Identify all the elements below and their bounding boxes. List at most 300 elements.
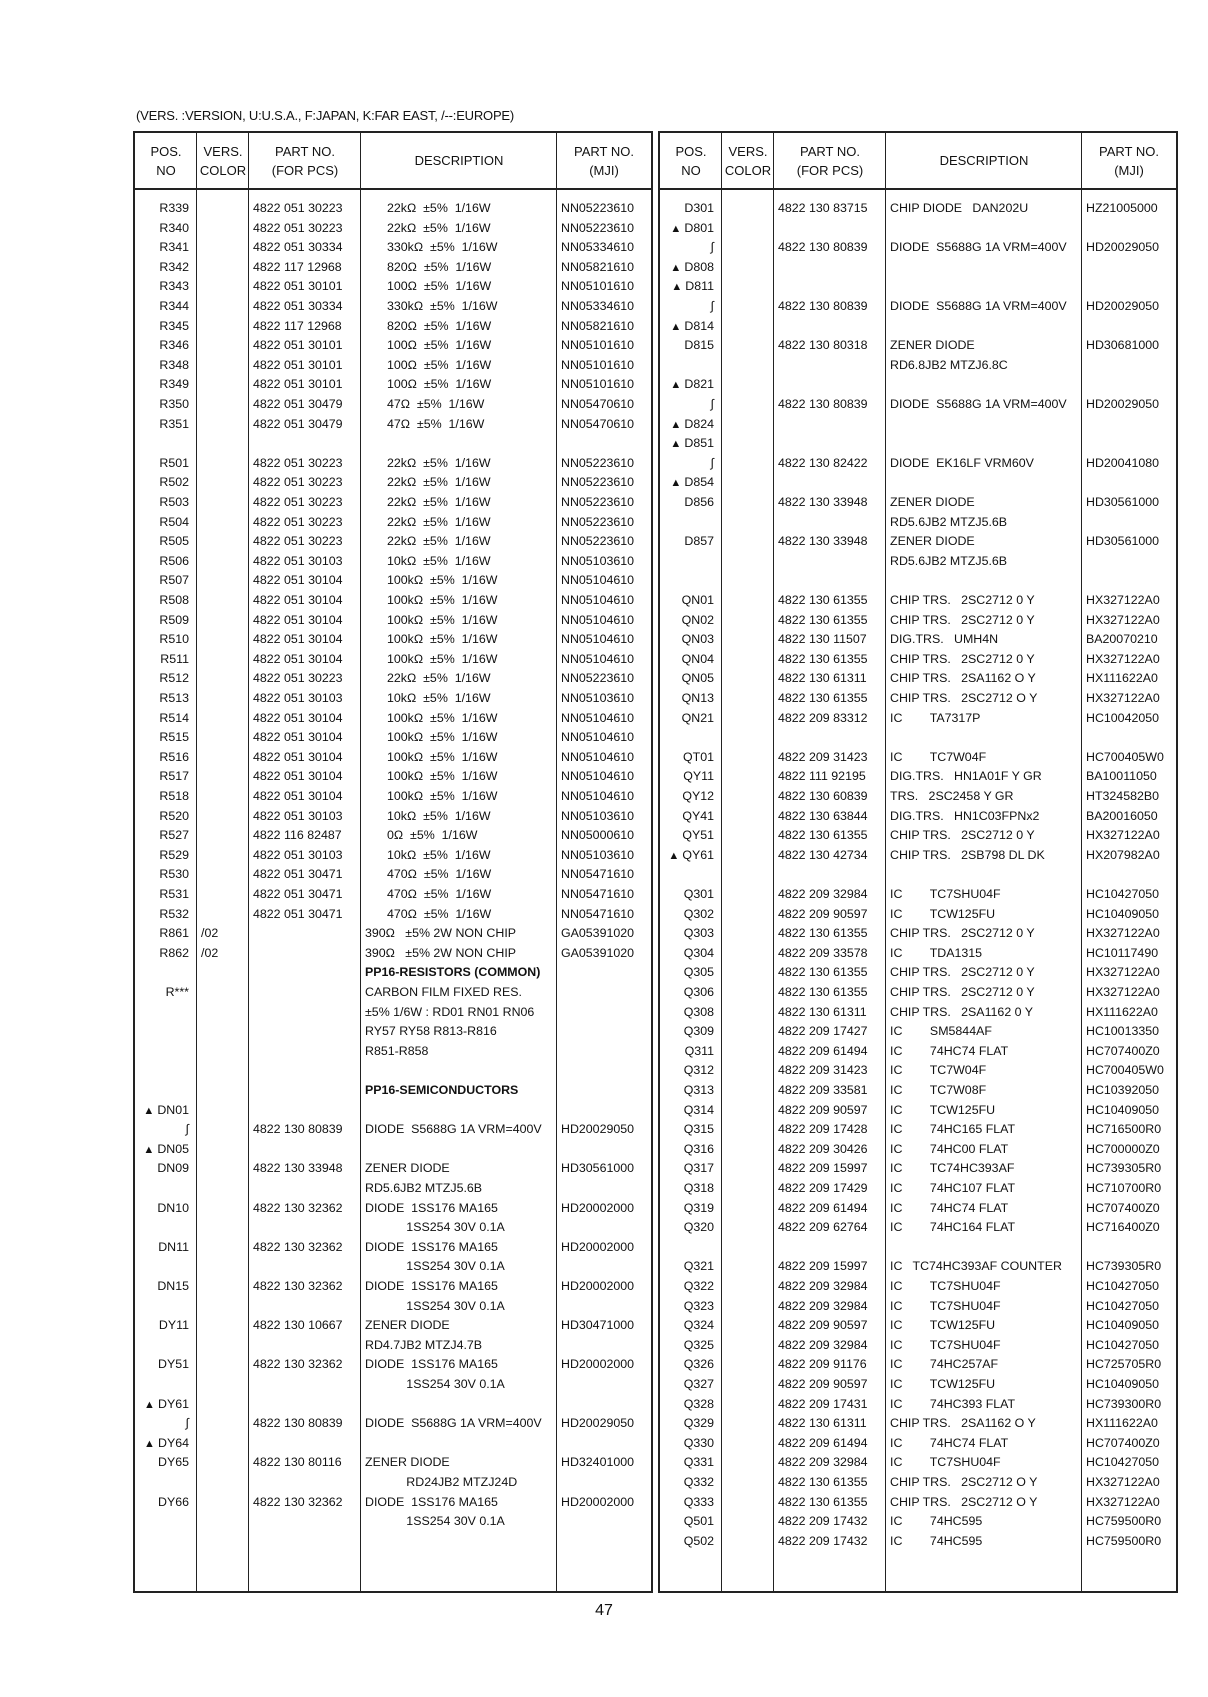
- table-row: [135, 1042, 651, 1062]
- vers-cell: [726, 336, 770, 356]
- pcs-cell: 4822 130 32362: [253, 1494, 343, 1509]
- pcs-cell: 4822 130 60839: [778, 789, 868, 803]
- safety-warning-icon: ▲: [143, 1104, 158, 1117]
- pos-no-text: R531: [159, 887, 189, 901]
- desc-cell: 100kΩ ±5% 1/16W: [387, 651, 498, 666]
- mji-cell: NN05334610: [561, 240, 635, 255]
- safety-warning-icon: ▲: [670, 320, 685, 333]
- mji-cell: HC716500R0: [1086, 1122, 1162, 1137]
- pos-no-text: R502: [159, 475, 189, 490]
- table-row: [135, 356, 651, 376]
- mji-cell: NN05223610: [561, 514, 635, 529]
- vers-cell: [726, 924, 770, 944]
- vers-cell: [726, 1199, 770, 1219]
- table-row: [135, 199, 651, 219]
- vers-cell: [201, 1434, 245, 1454]
- pos-no-cell: [660, 1434, 714, 1454]
- pos-no-cell: [660, 317, 714, 337]
- desc-cell: IC TC7W04F: [890, 749, 987, 764]
- pcs-cell: 4822 209 17431: [778, 1396, 868, 1411]
- desc-cell: ZENER DIODE: [890, 495, 975, 509]
- vers-cell: [201, 807, 245, 827]
- table-row: [660, 395, 1176, 415]
- pos-no-cell: [135, 375, 189, 395]
- pcs-cell: 4822 051 30223: [253, 455, 343, 470]
- desc-cell: DIG.TRS. HN1C03FPNx2: [890, 808, 1040, 823]
- pos-no-text: Q302: [683, 906, 714, 921]
- vers-cell: [726, 650, 770, 670]
- table-row: [135, 1081, 651, 1101]
- pcs-cell: 4822 051 30479: [253, 397, 343, 411]
- pcs-cell: 4822 209 32984: [778, 1455, 868, 1470]
- table-row: [660, 1179, 1176, 1199]
- pcs-cell: [253, 1473, 357, 1493]
- desc-cell: 470Ω ±5% 1/16W: [387, 887, 492, 901]
- pos-no-cell: [135, 513, 189, 533]
- pos-no-cell: [660, 1336, 714, 1356]
- vers-cell: [726, 1022, 770, 1042]
- table-row: [135, 375, 651, 395]
- mji-cell: NN05471610: [561, 906, 635, 921]
- pos-no-cell: [660, 1493, 714, 1513]
- desc-cell: IC 74HC74 FLAT: [890, 1435, 1009, 1450]
- table-row: [660, 434, 1176, 454]
- pcs-cell: 4822 209 61494: [778, 1043, 868, 1058]
- table-row: [660, 748, 1176, 768]
- table-row: [135, 1395, 651, 1415]
- pos-no-cell: [660, 865, 714, 885]
- table-row: [135, 571, 651, 591]
- table-row: [660, 1042, 1176, 1062]
- mji-cell: BA10011050: [1086, 769, 1157, 784]
- pcs-cell: 4822 051 30103: [253, 808, 343, 823]
- pcs-cell: [778, 258, 882, 278]
- pcs-cell: 4822 116 82487: [253, 828, 342, 843]
- pos-no-text: R517: [159, 769, 189, 784]
- table-row: [660, 669, 1176, 689]
- mji-cell: NN05104610: [561, 749, 635, 764]
- pos-no-cell: [135, 1179, 189, 1199]
- vers-cell: [726, 1120, 770, 1140]
- desc-cell: 100kΩ ±5% 1/16W: [387, 730, 498, 745]
- mji-cell: NN05821610: [561, 259, 635, 274]
- mji-cell: [1086, 473, 1172, 493]
- vers-cell: [201, 709, 245, 729]
- mji-cell: HD20002000: [561, 1494, 635, 1509]
- pcs-cell: 4822 209 33578: [778, 945, 868, 960]
- pos-no-cell: [660, 963, 714, 983]
- vers-cell: [726, 591, 770, 611]
- pos-no-cell: [660, 454, 714, 474]
- vers-cell: [726, 473, 770, 493]
- safety-warning-icon: ▲: [670, 379, 685, 392]
- mji-cell: NN05223610: [561, 671, 635, 686]
- pos-no-cell: [660, 1101, 714, 1121]
- mji-cell: HX207982A0: [1086, 847, 1160, 862]
- vers-cell: [201, 1120, 245, 1140]
- vers-cell: [201, 552, 245, 572]
- pos-no-text: QN03: [681, 632, 714, 647]
- pos-no-text: R518: [159, 789, 189, 803]
- pos-no-cell: [660, 1061, 714, 1081]
- mji-cell: HC739305R0: [1086, 1259, 1162, 1274]
- pos-no-text: Q324: [683, 1318, 714, 1333]
- pos-no-cell: [135, 1414, 189, 1434]
- pos-no-cell: [135, 1297, 189, 1317]
- pos-no-text: Q316: [683, 1141, 714, 1156]
- mji-cell: NN05101610: [561, 377, 635, 392]
- header-pos-no: POS. NO: [150, 143, 182, 178]
- mji-cell: HD20029050: [1086, 299, 1160, 313]
- pcs-cell: [253, 1395, 357, 1415]
- mji-cell: HX327122A0: [1086, 651, 1160, 666]
- pos-no-cell: [135, 1257, 189, 1277]
- desc-cell: DIODE 1SS176 MA165: [365, 1279, 498, 1293]
- vers-cell: [201, 375, 245, 395]
- desc-cell: DIODE EK16LF VRM60V: [890, 455, 1034, 470]
- pos-no-cell: [135, 591, 189, 611]
- table-row: [135, 1101, 651, 1121]
- pos-no-cell: [660, 493, 714, 513]
- desc-cell: 10kΩ ±5% 1/16W: [387, 691, 491, 705]
- mji-cell: HC716400Z0: [1086, 1220, 1160, 1235]
- mji-cell: HX327122A0: [1086, 985, 1160, 999]
- vers-cell: [201, 885, 245, 905]
- pos-no-cell: [135, 1140, 189, 1160]
- mji-cell: [561, 1257, 647, 1277]
- desc-cell: ZENER DIODE: [890, 534, 975, 549]
- table-row: [135, 415, 651, 435]
- pos-no-text: R344: [159, 299, 189, 313]
- pos-no-text: Q501: [683, 1514, 714, 1529]
- table-row: [660, 1336, 1176, 1356]
- pos-no-text: R503: [159, 495, 189, 509]
- pos-no-text: R861: [159, 926, 189, 941]
- vers-cell: [726, 1336, 770, 1356]
- vers-cell: [726, 1159, 770, 1179]
- pcs-cell: 4822 117 12968: [253, 318, 342, 333]
- pcs-cell: 4822 130 32362: [253, 1279, 343, 1293]
- pos-no-cell: [135, 826, 189, 846]
- mji-cell: NN05101610: [561, 357, 635, 372]
- pcs-cell: [253, 1081, 357, 1101]
- table-row: [135, 826, 651, 846]
- table-row: [660, 1257, 1176, 1277]
- vers-cell: /02: [201, 945, 219, 960]
- pcs-cell: 4822 209 61494: [778, 1435, 868, 1450]
- table-row: [660, 238, 1176, 258]
- mji-cell: NN05104610: [561, 789, 635, 803]
- pos-no-cell: [135, 1003, 189, 1023]
- pcs-cell: [778, 513, 882, 533]
- desc-cell: CHIP TRS. 2SB798 DL DK: [890, 847, 1045, 862]
- vers-cell: [201, 1493, 245, 1513]
- pos-no-cell: [135, 1159, 189, 1179]
- pos-no-text: Q309: [683, 1024, 714, 1039]
- pos-no-cell: [135, 767, 189, 787]
- mji-cell: [561, 1218, 647, 1238]
- pcs-cell: 4822 051 30471: [253, 867, 343, 882]
- table-row: [660, 199, 1176, 219]
- pos-no-text: R532: [159, 906, 189, 921]
- vers-cell: [201, 473, 245, 493]
- table-row: [660, 826, 1176, 846]
- mji-cell: HC10427050: [1086, 887, 1160, 901]
- pos-no-cell: [660, 1120, 714, 1140]
- vers-cell: [201, 865, 245, 885]
- table-row: [135, 807, 651, 827]
- pos-no-cell: [135, 238, 189, 258]
- table-row: [660, 219, 1176, 239]
- table-row: [135, 473, 651, 493]
- pcs-cell: [778, 1238, 882, 1258]
- pos-no-cell: [135, 1238, 189, 1258]
- pos-no-cell: [135, 1101, 189, 1121]
- vers-cell: [726, 807, 770, 827]
- pcs-cell: 4822 051 30223: [253, 534, 343, 549]
- vers-cell: [201, 1395, 245, 1415]
- pcs-cell: 4822 209 17429: [778, 1181, 868, 1195]
- pcs-cell: 4822 130 61355: [778, 985, 868, 999]
- table-row: [135, 493, 651, 513]
- desc-cell: R851-R858: [365, 1043, 429, 1058]
- desc-cell: 100kΩ ±5% 1/16W: [387, 769, 498, 784]
- mji-cell: HC700405W0: [1086, 749, 1164, 764]
- table-row: [660, 277, 1176, 297]
- desc-cell: ±5% 1/6W : RD01 RN01 RN06: [365, 1004, 535, 1019]
- pos-no-cell: [135, 395, 189, 415]
- mji-cell: HC10117490: [1086, 945, 1159, 960]
- pos-no-text: QY12: [682, 789, 714, 803]
- safety-warning-icon: ▲: [670, 261, 685, 274]
- mji-cell: HD20002000: [561, 1357, 635, 1372]
- mji-cell: HZ21005000: [1086, 201, 1158, 215]
- vers-cell: [201, 1316, 245, 1336]
- vers-cell: [726, 493, 770, 513]
- pos-no-cell: [135, 630, 189, 650]
- table-row: [660, 552, 1176, 572]
- pcs-cell: [253, 1179, 357, 1199]
- pos-no-cell: [660, 1081, 714, 1101]
- table-row: [660, 415, 1176, 435]
- mji-cell: [561, 1101, 647, 1121]
- table-row: [660, 1101, 1176, 1121]
- mji-cell: HD20002000: [561, 1279, 635, 1293]
- vers-cell: [201, 689, 245, 709]
- pcs-cell: 4822 130 61355: [778, 1494, 868, 1509]
- vers-cell: [726, 885, 770, 905]
- page-number: 47: [595, 1602, 613, 1619]
- pos-no-cell: [135, 434, 189, 454]
- mji-cell: [1086, 552, 1172, 572]
- safety-warning-icon: ▲: [144, 1398, 158, 1411]
- mji-cell: HC10409050: [1086, 906, 1160, 921]
- safety-warning-icon: ▲: [144, 1437, 158, 1450]
- pos-no-cell: [660, 552, 714, 572]
- pcs-cell: [778, 473, 882, 493]
- pcs-cell: 4822 051 30104: [253, 710, 343, 725]
- vers-cell: [726, 199, 770, 219]
- pcs-cell: [778, 356, 882, 376]
- mji-cell: HX327122A0: [1086, 593, 1160, 607]
- vers-cell: [726, 826, 770, 846]
- vers-cell: [726, 630, 770, 650]
- desc-cell: [890, 277, 1078, 297]
- table-row: [135, 924, 651, 944]
- pos-no-cell: [135, 415, 189, 435]
- mji-cell: NN05223610: [561, 475, 635, 490]
- mji-cell: HD20029050: [1086, 397, 1160, 411]
- table-row: [135, 1453, 651, 1473]
- vers-cell: [726, 1434, 770, 1454]
- mji-cell: [1086, 434, 1172, 454]
- vers-cell: [201, 513, 245, 533]
- vers-cell: [201, 1355, 245, 1375]
- pos-no-text: R343: [159, 279, 189, 294]
- vers-cell: [201, 1336, 245, 1356]
- pos-no-text: R862: [159, 945, 189, 960]
- desc-cell: CHIP TRS. 2SC2712 O Y: [890, 1494, 1038, 1509]
- pcs-cell: 4822 130 80318: [778, 338, 868, 353]
- desc-cell: 10kΩ ±5% 1/16W: [387, 847, 491, 862]
- pos-no-text: D815: [684, 338, 714, 353]
- pcs-cell: 4822 209 91176: [778, 1357, 867, 1372]
- mji-cell: [1086, 375, 1172, 395]
- pcs-cell: 4822 209 17427: [778, 1024, 868, 1039]
- vers-cell: [201, 767, 245, 787]
- pos-no-cell: [660, 650, 714, 670]
- mji-cell: NN05104610: [561, 769, 635, 784]
- mji-cell: NN05471610: [561, 867, 635, 882]
- pos-no-text: D851: [684, 436, 714, 451]
- pos-no-text: Q318: [683, 1181, 714, 1195]
- table-row: [135, 1140, 651, 1160]
- vers-cell: [726, 669, 770, 689]
- pos-no-text: D814: [684, 318, 714, 333]
- vers-cell: [201, 1179, 245, 1199]
- desc-cell: IC TCW125FU: [890, 1377, 996, 1391]
- table-row: [135, 944, 651, 964]
- vers-cell: [726, 1375, 770, 1395]
- pcs-cell: [778, 317, 882, 337]
- pcs-cell: 4822 130 42734: [778, 847, 868, 862]
- desc-cell: CHIP DIODE DAN202U: [890, 201, 1029, 215]
- pos-no-text: R345: [159, 318, 189, 333]
- desc-cell: 1SS254 30V 0.1A: [365, 1514, 505, 1529]
- mji-cell: HC10409050: [1086, 1318, 1160, 1333]
- pos-no-text: QY61: [682, 847, 714, 862]
- vers-cell: [201, 611, 245, 631]
- safety-warning-icon: ▲: [670, 222, 685, 235]
- mji-cell: [561, 963, 647, 983]
- desc-cell: ZENER DIODE: [365, 1161, 450, 1176]
- pos-no-cell: [135, 885, 189, 905]
- pos-no-cell: [135, 277, 189, 297]
- desc-cell: IC TC7SHU04F: [890, 1279, 1001, 1293]
- pcs-cell: [253, 1101, 357, 1121]
- mji-cell: HC10409050: [1086, 1102, 1160, 1117]
- vers-cell: [201, 748, 245, 768]
- pcs-cell: 4822 051 30471: [253, 906, 343, 921]
- vers-cell: [201, 493, 245, 513]
- table-row: [660, 336, 1176, 356]
- pos-no-text: R501: [159, 455, 189, 470]
- table-row: [135, 297, 651, 317]
- vers-cell: [726, 1316, 770, 1336]
- desc-cell: [365, 1395, 553, 1415]
- pos-no-text: R346: [159, 338, 189, 353]
- mji-cell: NN05103610: [561, 691, 635, 705]
- table-row: [135, 1159, 651, 1179]
- pcs-cell: [253, 1336, 357, 1356]
- pos-no-text: ∫: [710, 455, 714, 470]
- mji-cell: HC700000Z0: [1086, 1141, 1160, 1156]
- table-row: [660, 1493, 1176, 1513]
- pos-no-cell: [135, 1512, 189, 1532]
- mji-cell: NN05103610: [561, 553, 635, 568]
- pos-no-text: R506: [159, 553, 189, 568]
- pos-no-text: DY64: [158, 1435, 189, 1450]
- safety-warning-icon: ▲: [670, 438, 685, 451]
- pos-no-text: Q315: [683, 1122, 714, 1137]
- mji-cell: NN05470610: [561, 397, 635, 411]
- table-row: [135, 1199, 651, 1219]
- vers-cell: [201, 1042, 245, 1062]
- desc-cell: DIG.TRS. HN1A01F Y GR: [890, 769, 1042, 784]
- mji-cell: HX327122A0: [1086, 691, 1160, 705]
- pos-no-cell: [660, 767, 714, 787]
- mji-cell: [561, 1042, 647, 1062]
- vers-cell: [201, 238, 245, 258]
- vers-cell: [726, 571, 770, 591]
- desc-cell: IC 74HC165 FLAT: [890, 1122, 1016, 1137]
- table-row: [135, 689, 651, 709]
- pcs-cell: 4822 130 80839: [778, 397, 868, 411]
- mji-cell: HD20002000: [561, 1239, 635, 1254]
- desc-cell: 1SS254 30V 0.1A: [365, 1298, 505, 1313]
- vers-cell: [201, 415, 245, 435]
- vers-cell: [201, 963, 245, 983]
- safety-warning-icon: ▲: [143, 1143, 158, 1156]
- table-row: [660, 297, 1176, 317]
- mji-cell: HD32401000: [561, 1455, 635, 1470]
- pcs-cell: 4822 130 61311: [778, 671, 867, 686]
- table-row: [660, 983, 1176, 1003]
- desc-cell: CHIP TRS. 2SA1162 0 Y: [890, 1004, 1034, 1019]
- pcs-cell: 4822 130 32362: [253, 1200, 343, 1215]
- pos-no-text: R529: [159, 847, 189, 862]
- pos-no-cell: [135, 571, 189, 591]
- mji-cell: NN05223610: [561, 455, 635, 470]
- pos-no-cell: [135, 356, 189, 376]
- pos-no-text: QN13: [681, 691, 714, 705]
- vers-cell: [726, 1042, 770, 1062]
- vers-cell: [726, 1297, 770, 1317]
- pcs-cell: [778, 728, 882, 748]
- pos-no-cell: [660, 277, 714, 297]
- desc-cell: 820Ω ±5% 1/16W: [387, 259, 492, 274]
- table-row: [135, 905, 651, 925]
- desc-cell: 47Ω ±5% 1/16W: [387, 416, 485, 431]
- mji-cell: HC10392050: [1086, 1083, 1160, 1097]
- pcs-cell: [253, 1297, 357, 1317]
- vers-cell: [201, 669, 245, 689]
- mji-cell: [561, 1512, 647, 1532]
- pos-no-text: Q328: [683, 1396, 714, 1411]
- desc-cell: ZENER DIODE: [890, 338, 975, 353]
- pcs-cell: 4822 130 33948: [253, 1161, 343, 1176]
- pos-no-cell: [135, 336, 189, 356]
